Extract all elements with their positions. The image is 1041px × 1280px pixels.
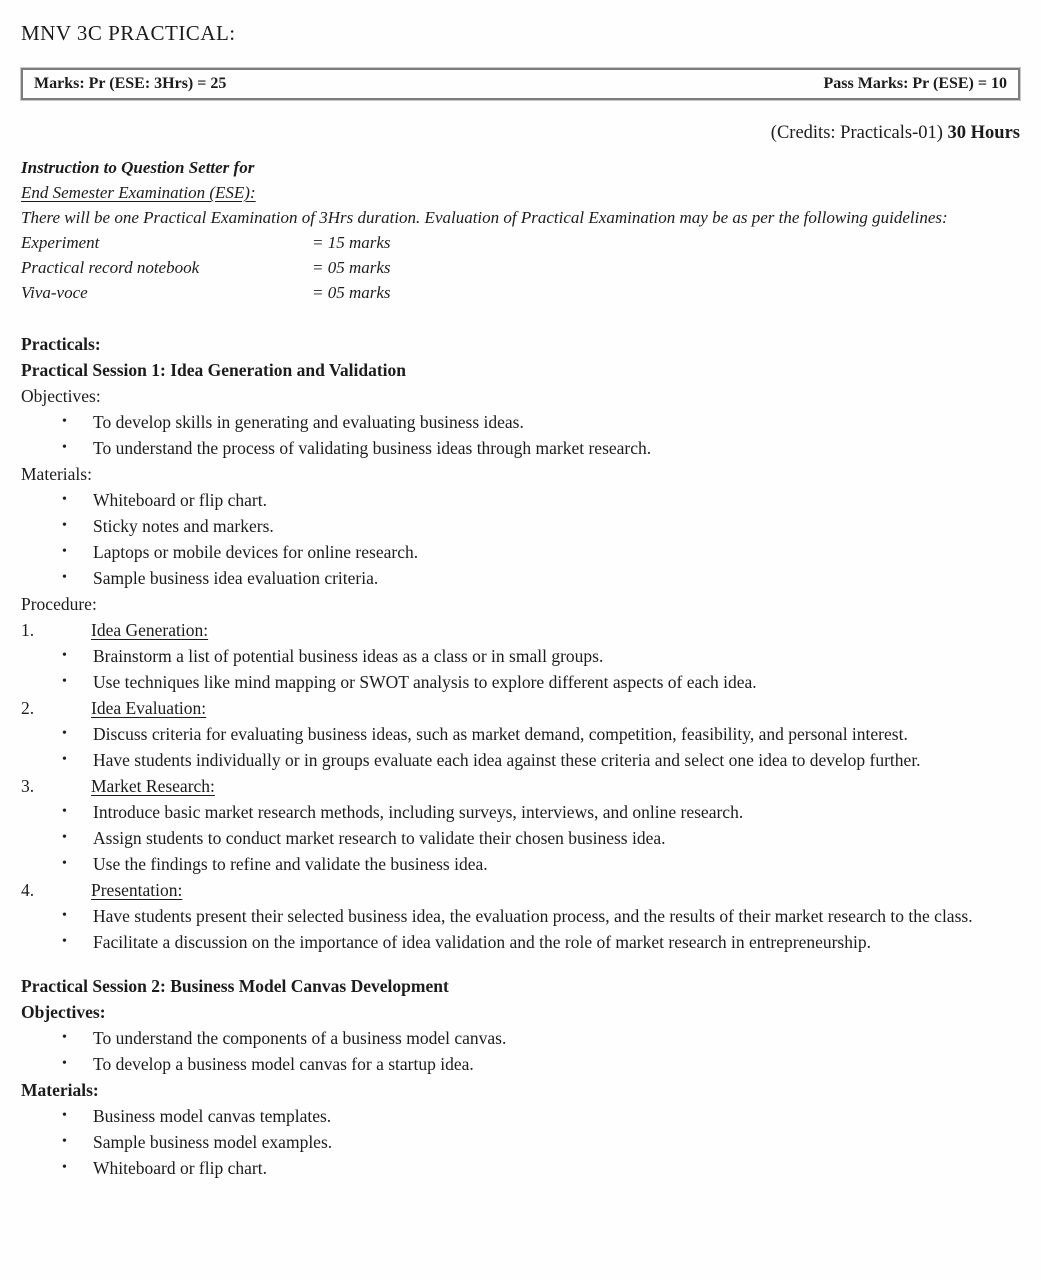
bullet-text: Whiteboard or flip chart. (93, 490, 267, 510)
allocation-marks: = 05 marks (312, 258, 391, 277)
bullet-item (21, 643, 1020, 669)
allocation-row (21, 280, 1020, 305)
bullet-text: Assign students to conduct market research to validate their chosen business idea. (93, 828, 666, 848)
bullet-icon: • (62, 648, 67, 663)
instruction-heading: Instruction to Question Setter for (21, 158, 255, 177)
session-title: Practical Session 2: Business Model Canvas Development (21, 976, 449, 996)
bullet-icon: • (62, 1056, 67, 1071)
bullet-item (21, 747, 1020, 773)
bullet-icon: • (62, 440, 67, 455)
page-title: MNV 3C PRACTICAL: (21, 21, 236, 45)
bullet-item (21, 409, 1020, 435)
bullet-item (21, 1129, 1020, 1155)
bullet-item (21, 1051, 1020, 1077)
allocation-item: Practical record notebook (21, 258, 200, 277)
credits-text: (Credits: Practicals-01) (770, 123, 943, 143)
allocation-marks: = 15 marks (312, 233, 391, 252)
section-label: Objectives: (21, 1002, 106, 1022)
bullet-icon: • (62, 752, 67, 767)
bullet-icon: • (62, 1134, 67, 1149)
marks-allocation (21, 230, 1020, 305)
bullet-icon: • (62, 856, 67, 871)
bullet-icon: • (62, 908, 67, 923)
numbered-step (21, 617, 1020, 643)
bullet-item (21, 487, 1020, 513)
bullet-text: Have students individually or in groups evaluate each idea against these criteria and select one idea to develop further. (93, 750, 921, 770)
bullet-item (21, 1103, 1020, 1129)
bullet-text: Sample business model examples. (93, 1132, 333, 1152)
bullet-icon: • (62, 492, 67, 507)
step-heading: Idea Evaluation: (91, 698, 207, 718)
bullet-icon: • (62, 804, 67, 819)
step-number: 4. (21, 880, 35, 900)
marks-total: Marks: Pr (ESE: 3Hrs) = 25 (34, 75, 227, 92)
bullet-item (21, 903, 1020, 929)
bullet-icon: • (62, 518, 67, 533)
bullet-icon: • (62, 1108, 67, 1123)
bullet-text: Whiteboard or flip chart. (93, 1158, 267, 1178)
bullet-icon: • (62, 1030, 67, 1045)
bullet-text: Use the findings to refine and validate the business idea. (93, 854, 488, 874)
bullet-item (21, 539, 1020, 565)
bullet-icon: • (62, 544, 67, 559)
bullet-item (21, 1025, 1020, 1051)
numbered-step (21, 877, 1020, 903)
step-number: 2. (21, 698, 35, 718)
allocation-row (21, 230, 1020, 255)
section-label: Materials: (21, 1080, 99, 1100)
bullet-text: Discuss criteria for evaluating business ideas, such as market demand, competition, feasibility, and personal interest. (93, 724, 908, 744)
bullet-text: Sticky notes and markers. (93, 516, 274, 536)
bullet-icon: • (62, 570, 67, 585)
bullet-text: Laptops or mobile devices for online research. (93, 542, 419, 562)
hours-text: 30 Hours (947, 123, 1020, 143)
bullet-item (21, 565, 1020, 591)
allocation-item: Experiment (21, 233, 100, 252)
marks-box (21, 68, 1020, 100)
bullet-item (21, 929, 1020, 955)
bullet-text: To understand the components of a business model canvas. (93, 1028, 507, 1048)
allocation-marks: = 05 marks (312, 283, 391, 302)
practical-session-2 (21, 973, 1020, 1181)
step-heading: Market Research: (91, 776, 215, 796)
step-heading: Idea Generation: (91, 620, 209, 640)
section-label: Objectives: (21, 386, 101, 406)
guidelines-text: There will be one Practical Examination of 3Hrs duration. Evaluation of Practical Examination may be as per the following guidelines: (21, 208, 948, 227)
bullet-icon: • (62, 726, 67, 741)
bullet-text: Facilitate a discussion on the importance of idea validation and the role of market research in entrepreneurship. (93, 932, 871, 952)
bullet-text: Have students present their selected business idea, the evaluation process, and the results of their market research to the class. (93, 906, 973, 926)
bullet-text: Introduce basic market research methods, including surveys, interviews, and online research. (93, 802, 744, 822)
bullet-item (21, 513, 1020, 539)
practical-sessions (21, 357, 1020, 1181)
bullet-text: Brainstorm a list of potential business ideas as a class or in small groups. (93, 646, 604, 666)
bullet-text: Use techniques like mind mapping or SWOT analysis to explore different aspects of each idea. (93, 672, 757, 692)
bullet-item (21, 669, 1020, 695)
bullet-text: Sample business idea evaluation criteria. (93, 568, 379, 588)
bullet-text: To understand the process of validating business ideas through market research. (93, 438, 652, 458)
bullet-item (21, 435, 1020, 461)
allocation-row (21, 255, 1020, 280)
bullet-item (21, 851, 1020, 877)
bullet-item (21, 721, 1020, 747)
ese-heading: End Semester Examination (ESE): (21, 183, 256, 202)
bullet-icon: • (62, 674, 67, 689)
bullet-item (21, 825, 1020, 851)
numbered-step (21, 773, 1020, 799)
step-number: 1. (21, 620, 35, 640)
bullet-icon: • (62, 830, 67, 845)
step-number: 3. (21, 776, 35, 796)
allocation-item: Viva-voce (21, 283, 88, 302)
bullet-text: To develop a business model canvas for a startup idea. (93, 1054, 474, 1074)
credits-line (21, 121, 1020, 145)
session-title: Practical Session 1: Idea Generation and Validation (21, 360, 407, 380)
instruction-section (21, 155, 1020, 305)
practical-session-1 (21, 357, 1020, 955)
bullet-text: To develop skills in generating and evaluating business ideas. (93, 412, 524, 432)
bullet-icon: • (62, 414, 67, 429)
practicals-heading: Practicals: (21, 334, 101, 354)
section-label: Procedure: (21, 594, 97, 614)
numbered-step (21, 695, 1020, 721)
bullet-text: Business model canvas templates. (93, 1106, 332, 1126)
section-label: Materials: (21, 464, 92, 484)
bullet-icon: • (62, 1160, 67, 1175)
step-heading: Presentation: (91, 880, 183, 900)
bullet-item (21, 799, 1020, 825)
bullet-item (21, 1155, 1020, 1181)
pass-marks: Pass Marks: Pr (ESE) = 10 (823, 75, 1007, 92)
bullet-icon: • (62, 934, 67, 949)
